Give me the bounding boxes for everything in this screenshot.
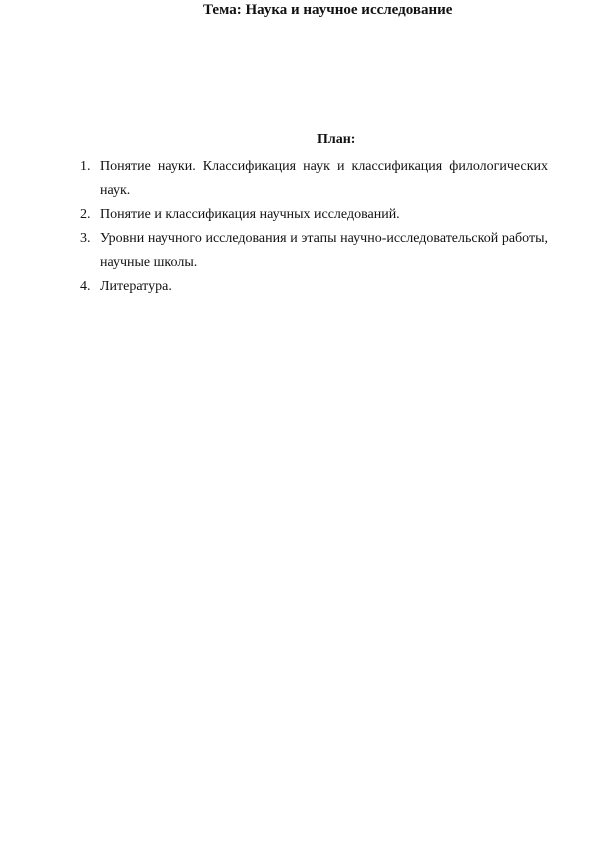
list-item <box>80 203 548 227</box>
list-item-number: 4. <box>80 279 91 294</box>
list-item-number: 1. <box>80 159 91 174</box>
page-title: Тема: Наука и научное исследование <box>203 2 453 18</box>
list-item-text: Уровни научного исследования и этапы научно-исследовательской работы, научные школы. <box>100 231 548 270</box>
plan-heading: План: <box>317 132 356 147</box>
list-item <box>80 155 548 203</box>
list-item-number: 3. <box>80 231 91 246</box>
list-item-text: Литература. <box>100 279 172 294</box>
list-item <box>80 227 548 275</box>
list-item-text: Понятие и классификация научных исследований. <box>100 207 400 222</box>
list-item-text: Понятие науки. Классификация наук и классификация филологических наук. <box>100 159 548 198</box>
list-item <box>80 275 548 299</box>
list-item-number: 2. <box>80 207 91 222</box>
plan-list <box>80 155 548 299</box>
